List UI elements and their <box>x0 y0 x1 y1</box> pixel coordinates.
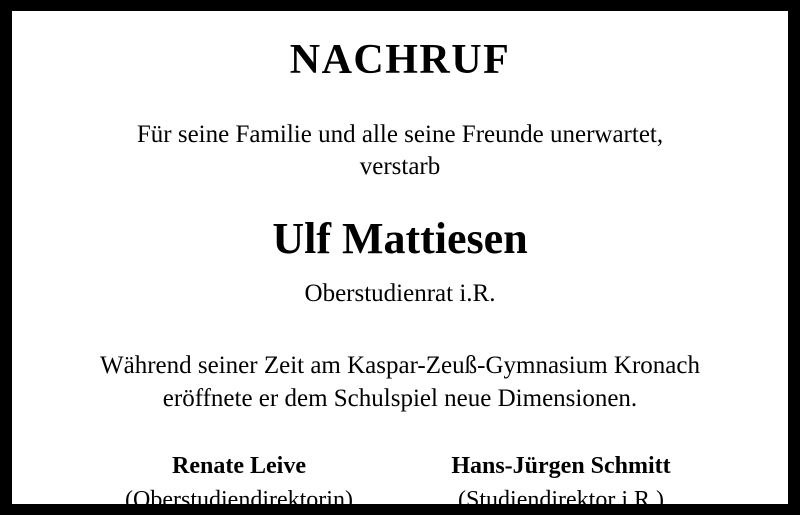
signatory-role: (Oberstudiendirektorin) <box>125 487 353 513</box>
signatory <box>436 451 686 515</box>
signatories <box>30 451 770 515</box>
deceased-title: Oberstudienrat i.R. <box>304 280 496 307</box>
signatory <box>114 451 364 515</box>
notice-intro-line-2: verstarb <box>359 153 441 180</box>
notice-headline: NACHRUF <box>289 37 511 83</box>
notice-tribute <box>30 349 770 415</box>
signatory-name: Hans-Jürgen Schmitt <box>451 453 671 479</box>
notice-intro-line-1: Für seine Familie und alle seine Freunde unerwartet, <box>136 121 664 148</box>
notice-tribute-line-2: eröffnete er dem Schulspiel neue Dimensionen. <box>162 385 638 412</box>
notice-tribute-line-1: Während seiner Zeit am Kaspar-Zeuß-Gymnasium Kronach <box>100 352 700 379</box>
deceased-name: Ulf Mattiesen <box>272 214 528 263</box>
notice-intro <box>30 119 770 183</box>
signatory-name: Renate Leive <box>172 453 306 479</box>
signatory-role: (Studiendirektor i.R.) <box>458 487 664 513</box>
obituary-notice <box>10 9 790 513</box>
